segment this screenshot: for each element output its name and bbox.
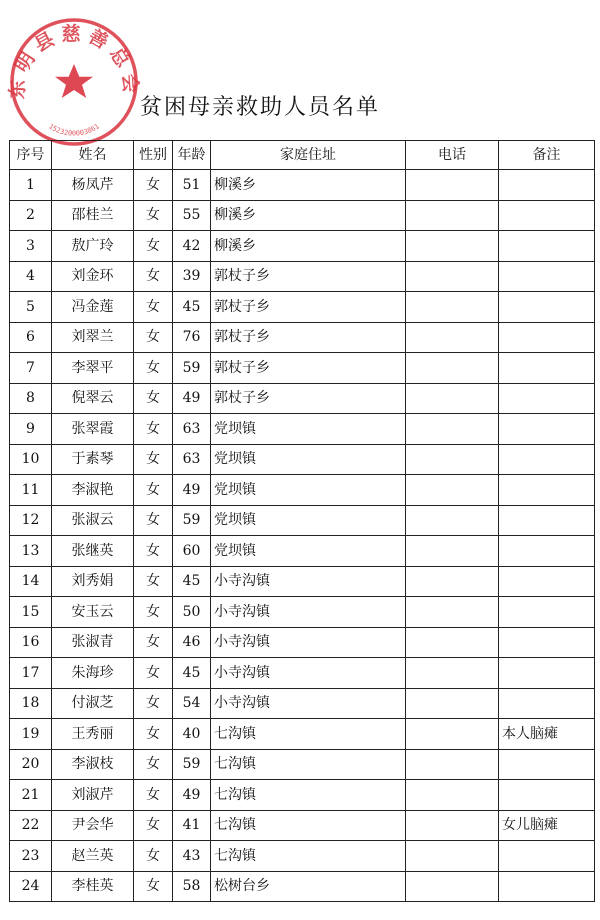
cell-age: 43 bbox=[173, 841, 211, 872]
cell-name: 邵桂兰 bbox=[52, 200, 134, 231]
cell-phone bbox=[406, 444, 499, 475]
cell-age: 60 bbox=[173, 536, 211, 567]
cell-age: 49 bbox=[173, 475, 211, 506]
cell-age: 59 bbox=[173, 505, 211, 536]
cell-phone bbox=[406, 231, 499, 262]
table-row bbox=[10, 505, 595, 536]
cell-note bbox=[499, 627, 595, 658]
cell-phone bbox=[406, 292, 499, 323]
cell-note bbox=[499, 353, 595, 384]
cell-no: 11 bbox=[10, 475, 52, 506]
cell-note bbox=[499, 505, 595, 536]
cell-name: 赵兰英 bbox=[52, 841, 134, 872]
cell-phone bbox=[406, 841, 499, 872]
cell-age: 45 bbox=[173, 566, 211, 597]
cell-no: 22 bbox=[10, 810, 52, 841]
cell-note bbox=[499, 871, 595, 902]
cell-note: 女儿脑瘫 bbox=[499, 810, 595, 841]
cell-note bbox=[499, 414, 595, 445]
cell-name: 朱海珍 bbox=[52, 658, 134, 689]
cell-phone bbox=[406, 810, 499, 841]
cell-address: 七沟镇 bbox=[211, 841, 406, 872]
cell-address: 柳溪乡 bbox=[211, 170, 406, 201]
cell-name: 刘淑芹 bbox=[52, 780, 134, 811]
table-row bbox=[10, 597, 595, 628]
cell-name: 李淑枝 bbox=[52, 749, 134, 780]
cell-note bbox=[499, 688, 595, 719]
cell-no: 24 bbox=[10, 871, 52, 902]
cell-address: 松树台乡 bbox=[211, 871, 406, 902]
cell-phone bbox=[406, 566, 499, 597]
table-row bbox=[10, 841, 595, 872]
cell-no: 16 bbox=[10, 627, 52, 658]
cell-phone bbox=[406, 780, 499, 811]
cell-phone bbox=[406, 597, 499, 628]
table-row bbox=[10, 810, 595, 841]
cell-address: 党坝镇 bbox=[211, 505, 406, 536]
table-row bbox=[10, 200, 595, 231]
cell-name: 张继英 bbox=[52, 536, 134, 567]
cell-name: 于素琴 bbox=[52, 444, 134, 475]
table-row bbox=[10, 292, 595, 323]
cell-name: 李桂英 bbox=[52, 871, 134, 902]
cell-sex: 女 bbox=[134, 170, 173, 201]
cell-name: 刘秀娟 bbox=[52, 566, 134, 597]
cell-note bbox=[499, 475, 595, 506]
table-row bbox=[10, 566, 595, 597]
cell-sex: 女 bbox=[134, 261, 173, 292]
cell-note bbox=[499, 749, 595, 780]
cell-sex: 女 bbox=[134, 322, 173, 353]
cell-address: 郭杖子乡 bbox=[211, 322, 406, 353]
cell-phone bbox=[406, 719, 499, 750]
cell-note bbox=[499, 841, 595, 872]
cell-name: 敖广玲 bbox=[52, 231, 134, 262]
cell-address: 郭杖子乡 bbox=[211, 383, 406, 414]
cell-age: 58 bbox=[173, 871, 211, 902]
cell-note bbox=[499, 231, 595, 262]
roster-table bbox=[9, 140, 595, 902]
table-row bbox=[10, 261, 595, 292]
cell-sex: 女 bbox=[134, 719, 173, 750]
cell-age: 59 bbox=[173, 749, 211, 780]
cell-name: 张淑青 bbox=[52, 627, 134, 658]
cell-sex: 女 bbox=[134, 200, 173, 231]
cell-sex: 女 bbox=[134, 444, 173, 475]
cell-note bbox=[499, 170, 595, 201]
cell-phone bbox=[406, 505, 499, 536]
cell-name: 李淑艳 bbox=[52, 475, 134, 506]
table-row bbox=[10, 627, 595, 658]
cell-address: 小寺沟镇 bbox=[211, 688, 406, 719]
cell-name: 付淑芝 bbox=[52, 688, 134, 719]
cell-phone bbox=[406, 871, 499, 902]
cell-address: 郭杖子乡 bbox=[211, 261, 406, 292]
cell-address: 柳溪乡 bbox=[211, 200, 406, 231]
table-header-row bbox=[10, 141, 595, 170]
cell-no: 2 bbox=[10, 200, 52, 231]
cell-age: 54 bbox=[173, 688, 211, 719]
cell-age: 50 bbox=[173, 597, 211, 628]
cell-address: 七沟镇 bbox=[211, 749, 406, 780]
cell-no: 20 bbox=[10, 749, 52, 780]
cell-address: 小寺沟镇 bbox=[211, 658, 406, 689]
cell-sex: 女 bbox=[134, 566, 173, 597]
cell-sex: 女 bbox=[134, 292, 173, 323]
cell-address: 小寺沟镇 bbox=[211, 566, 406, 597]
cell-phone bbox=[406, 414, 499, 445]
cell-address: 小寺沟镇 bbox=[211, 597, 406, 628]
cell-no: 7 bbox=[10, 353, 52, 384]
cell-sex: 女 bbox=[134, 536, 173, 567]
cell-no: 3 bbox=[10, 231, 52, 262]
cell-phone bbox=[406, 749, 499, 780]
table-row bbox=[10, 719, 595, 750]
table-row bbox=[10, 749, 595, 780]
cell-no: 12 bbox=[10, 505, 52, 536]
cell-age: 45 bbox=[173, 292, 211, 323]
seal-star-icon bbox=[55, 64, 93, 98]
cell-no: 17 bbox=[10, 658, 52, 689]
table-row bbox=[10, 231, 595, 262]
cell-name: 倪翠云 bbox=[52, 383, 134, 414]
cell-name: 王秀丽 bbox=[52, 719, 134, 750]
cell-address: 七沟镇 bbox=[211, 810, 406, 841]
cell-sex: 女 bbox=[134, 749, 173, 780]
cell-age: 46 bbox=[173, 627, 211, 658]
cell-age: 76 bbox=[173, 322, 211, 353]
cell-sex: 女 bbox=[134, 688, 173, 719]
cell-sex: 女 bbox=[134, 810, 173, 841]
cell-name: 尹会华 bbox=[52, 810, 134, 841]
header-note: 备注 bbox=[499, 141, 595, 170]
document-title: 贫困母亲救助人员名单 bbox=[140, 95, 381, 120]
cell-age: 40 bbox=[173, 719, 211, 750]
header-phone: 电话 bbox=[406, 141, 499, 170]
cell-sex: 女 bbox=[134, 627, 173, 658]
cell-note bbox=[499, 200, 595, 231]
cell-address: 党坝镇 bbox=[211, 536, 406, 567]
cell-age: 49 bbox=[173, 383, 211, 414]
table-row bbox=[10, 444, 595, 475]
table-row bbox=[10, 383, 595, 414]
table-row bbox=[10, 780, 595, 811]
header-sex: 性别 bbox=[134, 141, 173, 170]
cell-note bbox=[499, 322, 595, 353]
cell-age: 51 bbox=[173, 170, 211, 201]
cell-no: 5 bbox=[10, 292, 52, 323]
cell-note bbox=[499, 536, 595, 567]
table-row bbox=[10, 536, 595, 567]
cell-note: 本人脑瘫 bbox=[499, 719, 595, 750]
table-row bbox=[10, 658, 595, 689]
header-address: 家庭住址 bbox=[211, 141, 406, 170]
cell-sex: 女 bbox=[134, 505, 173, 536]
cell-phone bbox=[406, 536, 499, 567]
cell-age: 49 bbox=[173, 780, 211, 811]
cell-sex: 女 bbox=[134, 841, 173, 872]
cell-note bbox=[499, 597, 595, 628]
cell-age: 59 bbox=[173, 353, 211, 384]
header-age: 年龄 bbox=[173, 141, 211, 170]
cell-sex: 女 bbox=[134, 597, 173, 628]
cell-sex: 女 bbox=[134, 383, 173, 414]
cell-phone bbox=[406, 200, 499, 231]
cell-age: 45 bbox=[173, 658, 211, 689]
cell-age: 41 bbox=[173, 810, 211, 841]
cell-sex: 女 bbox=[134, 353, 173, 384]
cell-no: 8 bbox=[10, 383, 52, 414]
cell-no: 1 bbox=[10, 170, 52, 201]
cell-sex: 女 bbox=[134, 475, 173, 506]
table-row bbox=[10, 322, 595, 353]
cell-address: 七沟镇 bbox=[211, 719, 406, 750]
cell-sex: 女 bbox=[134, 871, 173, 902]
cell-phone bbox=[406, 170, 499, 201]
cell-no: 9 bbox=[10, 414, 52, 445]
table-body bbox=[10, 170, 595, 902]
cell-address: 党坝镇 bbox=[211, 414, 406, 445]
table-row bbox=[10, 475, 595, 506]
cell-age: 42 bbox=[173, 231, 211, 262]
cell-sex: 女 bbox=[134, 414, 173, 445]
cell-phone bbox=[406, 475, 499, 506]
cell-age: 63 bbox=[173, 444, 211, 475]
cell-phone bbox=[406, 261, 499, 292]
cell-sex: 女 bbox=[134, 780, 173, 811]
cell-address: 郭杖子乡 bbox=[211, 292, 406, 323]
cell-no: 13 bbox=[10, 536, 52, 567]
cell-no: 4 bbox=[10, 261, 52, 292]
cell-name: 张翠霞 bbox=[52, 414, 134, 445]
table-row bbox=[10, 871, 595, 902]
cell-age: 55 bbox=[173, 200, 211, 231]
cell-address: 七沟镇 bbox=[211, 780, 406, 811]
table-row bbox=[10, 414, 595, 445]
cell-age: 39 bbox=[173, 261, 211, 292]
cell-address: 党坝镇 bbox=[211, 475, 406, 506]
cell-no: 10 bbox=[10, 444, 52, 475]
cell-name: 李翠平 bbox=[52, 353, 134, 384]
cell-no: 18 bbox=[10, 688, 52, 719]
cell-note bbox=[499, 566, 595, 597]
cell-phone bbox=[406, 688, 499, 719]
header-name: 姓名 bbox=[52, 141, 134, 170]
cell-no: 15 bbox=[10, 597, 52, 628]
cell-phone bbox=[406, 383, 499, 414]
cell-note bbox=[499, 383, 595, 414]
cell-name: 杨凤芹 bbox=[52, 170, 134, 201]
cell-note bbox=[499, 261, 595, 292]
cell-address: 郭杖子乡 bbox=[211, 353, 406, 384]
cell-phone bbox=[406, 627, 499, 658]
cell-address: 党坝镇 bbox=[211, 444, 406, 475]
cell-address: 柳溪乡 bbox=[211, 231, 406, 262]
table-row bbox=[10, 688, 595, 719]
cell-phone bbox=[406, 658, 499, 689]
cell-name: 刘翠兰 bbox=[52, 322, 134, 353]
cell-age: 63 bbox=[173, 414, 211, 445]
cell-no: 19 bbox=[10, 719, 52, 750]
cell-sex: 女 bbox=[134, 231, 173, 262]
cell-note bbox=[499, 444, 595, 475]
cell-note bbox=[499, 780, 595, 811]
table-row bbox=[10, 170, 595, 201]
cell-address: 小寺沟镇 bbox=[211, 627, 406, 658]
cell-name: 张淑云 bbox=[52, 505, 134, 536]
cell-phone bbox=[406, 353, 499, 384]
cell-note bbox=[499, 658, 595, 689]
cell-no: 6 bbox=[10, 322, 52, 353]
cell-no: 21 bbox=[10, 780, 52, 811]
cell-no: 14 bbox=[10, 566, 52, 597]
cell-sex: 女 bbox=[134, 658, 173, 689]
cell-phone bbox=[406, 322, 499, 353]
seal-serial-text: 1523200003861 bbox=[47, 122, 101, 138]
cell-no: 23 bbox=[10, 841, 52, 872]
cell-note bbox=[499, 292, 595, 323]
seal-org-text: 东明县慈善总会 bbox=[6, 22, 142, 100]
header-no: 序号 bbox=[10, 141, 52, 170]
cell-name: 安玉云 bbox=[52, 597, 134, 628]
cell-name: 冯金莲 bbox=[52, 292, 134, 323]
table-row bbox=[10, 353, 595, 384]
cell-name: 刘金环 bbox=[52, 261, 134, 292]
official-seal bbox=[4, 12, 144, 152]
